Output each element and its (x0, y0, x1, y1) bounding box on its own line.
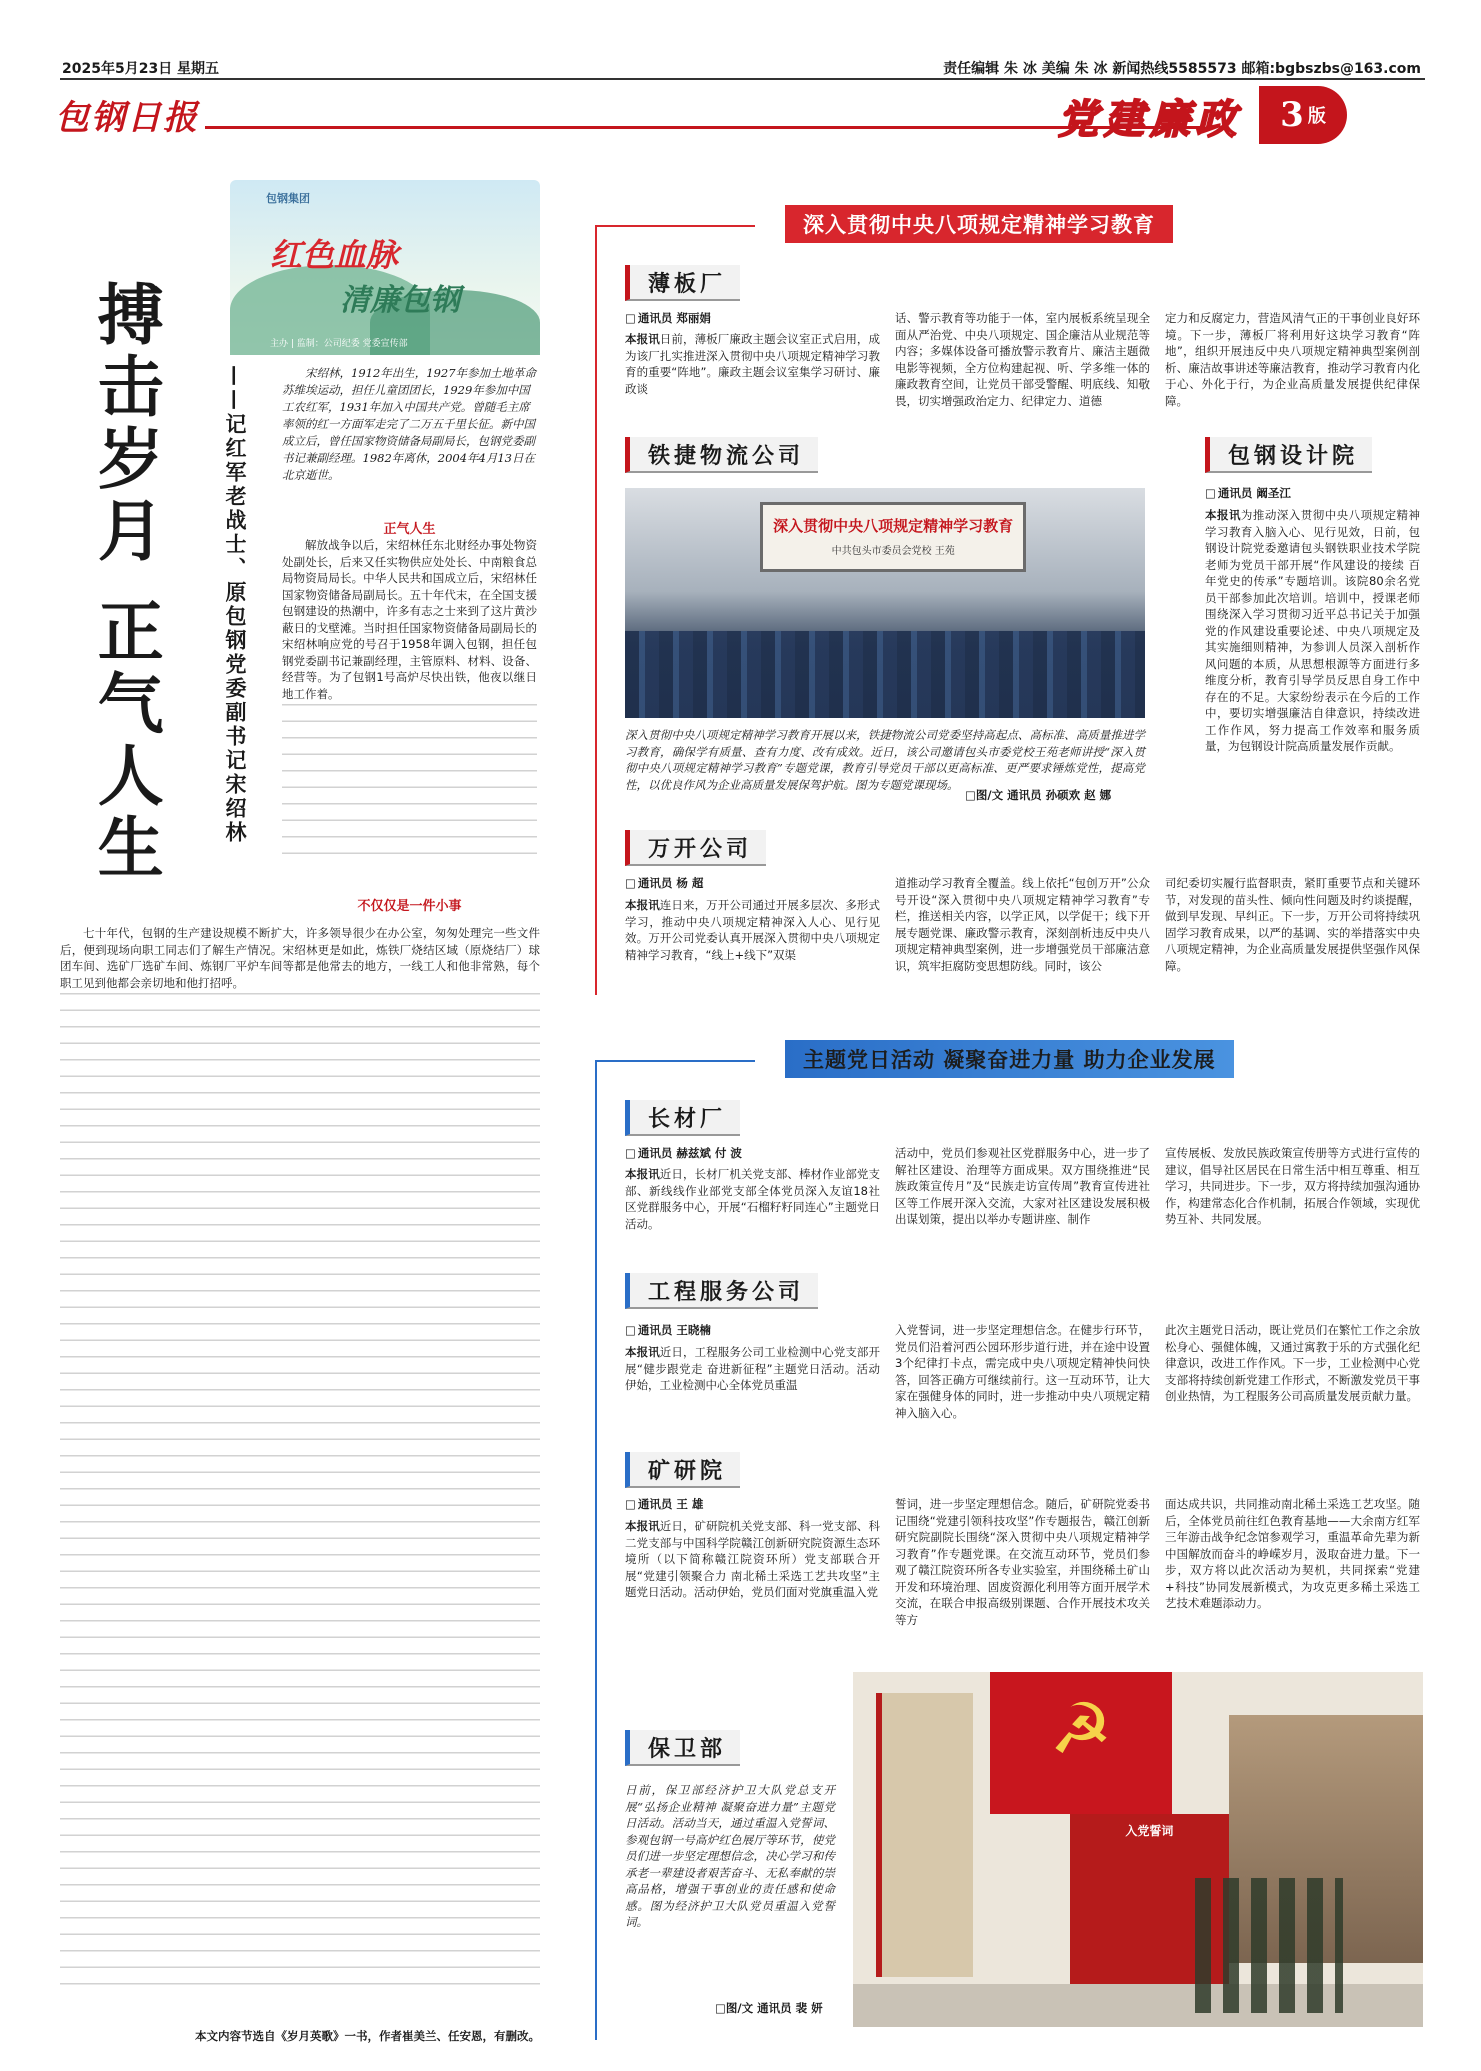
oath-photo (853, 1672, 1423, 2027)
byline: □ 通讯员 王 雄 (625, 1496, 703, 1512)
section-eight-rules (595, 205, 1425, 995)
feature-section-1 (282, 518, 537, 869)
article-column: 司纪委切实履行监督职责，紧盯重要节点和关键环节，对发现的苗头性、倾向性问题及时约谈提醒，做到早发现、早纠正。下一步，万开公司将持续巩固学习教育成果，以严的基调、实的举措落实中央八项规定精神，为企业高质量发展提供坚强作风保障。 (1165, 876, 1420, 973)
section-title: 党建廉政 (1058, 96, 1242, 143)
unit-tag: 铁捷物流公司 (625, 437, 818, 473)
text-block (282, 704, 537, 869)
frame-border (595, 225, 597, 995)
party-flag (990, 1672, 1172, 1814)
article-column: 道推动学习教育全覆盖。线上依托“包创万开”公众号开设“深入贯彻中央八项规定精神学习教育”专栏，推送相关内容，以学正风，以学促干；线下开展专题党课、廉政警示教育，深刻剖析违反中央八项规定精神典型案例，进一步增强党员干部廉洁意识，筑牢拒腐防变思想防线。同时，该公 (895, 876, 1150, 973)
article-text: 为推动深入贯彻中央八项规定精神学习教育入脑入心、见行见效，日前，包钢设计院党委邀请包头钢铁职业技术学院老师为党员干部开展“作风建设的接续 百年党史的传承”专题培训。该院80余名党员干部参加此次培训。培训中，授课老师围绕深入学习贯彻习近平总书记关于加强党的作风建设重要论述、中央八项规定及其实施细则精神，为参训人员深入剖析作风问题的本质，从思想根源等方面进行多维度分析，教育引导学员反思自身工作中存在的不足。大家纷纷表示在今后的工作中，要切实增强廉洁自律意识，持续改进工作作风，努力提高工作效率和服务质量，为包钢设计院高质量发展作贡献。 (1205, 508, 1421, 753)
unit-tag: 工程服务公司 (625, 1273, 818, 1309)
article-column: 誓词，进一步坚定理想信念。随后，矿研院党委书记围绕“党建引领科技攻坚”作专题报告，赣江创新研究院副院长围绕“深入贯彻中央八项规定精神学习教育”作专题党课。在交流互动环节，党员们参观了赣江院资环所各专业实验室，并围绕稀土矿山开发和环境治理、固废资源化利用等方面开展学术交流，在联合申报高级别课题、合作开展技术攻关等方 (895, 1497, 1150, 1627)
exhibit-stand (876, 1693, 973, 1977)
byline: □ 通讯员 阚圣江 (1205, 485, 1291, 501)
oath-wall-text: 入党誓词 (1125, 1824, 1174, 1838)
body-paragraph: 解放战争以后，宋绍林任东北财经办事处物资处副处长，后来又任实物供应处处长、中南粮食总局物资局局长。中华人民共和国成立后，宋绍林任国家物资储备局副局长。五十年代末，在全国支援包钢建设的热潮中，许多有志之士来到了这片黄沙蔽日的戈壁滩。当时担任国家物资储备局副局长的宋绍林响应党的号召于1958年调入包钢，担任包钢党委副书记兼副经理，主管原料、材料、设备、经营等。为了包钢1号高炉尽快出铁，他夜以继日地工作着。 (282, 538, 537, 701)
unit-tag: 薄板厂 (625, 265, 740, 301)
frame-border (595, 1060, 755, 1062)
hammer-sickle-icon: ☭ (1049, 1687, 1113, 1770)
feature-title: 搏击岁月 正气人生 (86, 280, 165, 885)
masthead (55, 86, 1427, 146)
banner-line-1: 红色血脉 (270, 236, 399, 274)
unit-tag: 保卫部 (625, 1730, 740, 1766)
screen-subtitle: 中共包头市委员会党校 王苑 (831, 545, 955, 557)
lead-tag: 本报讯 (625, 1345, 660, 1359)
article-column: 面达成共识，共同推动南北稀土采选工艺攻坚。随后，全体党员前往红色教育基地——大余南方红军三年游击战争纪念馆参观学习，重温革命先辈为新中国解放而奋斗的峥嵘岁月，汲取奋进力量。下一步，双方将以此次活动为契机，共同探索“党建+科技”协同发展新模式，为攻克更多稀土采选工艺技术难题添动力。 (1165, 1497, 1420, 1610)
article-text: 近日，矿研院机关党支部、科一党支部、科二党支部与中国科学院赣江创新研究院资源生态环境所（以下简称赣江院资环所）党支部联合开展“党建引领聚合力 南北稀土采选工艺共攻坚”主题党日活动。活动伊始，党员们面对党旗重温入党 (625, 1519, 881, 1599)
page-number-badge (1259, 86, 1347, 144)
subheading: 正气人生 (383, 522, 436, 537)
feature-article (60, 180, 560, 2060)
section-ribbon: 深入贯彻中央八项规定精神学习教育 (785, 205, 1173, 243)
unit-tag: 万开公司 (625, 830, 766, 866)
feature-intro: 宋绍林，1912年出生，1927年参加土地革命苏维埃运动，担任儿童团团长，1929年参加中国工农红军，1931年加入中国共产党。曾随毛主席率领的红一方面军走完了二万五千里长征。新中国成立后，曾任国家物资储备局副局长，包钢党委副书记兼副经理。1982年离休，2004年4月13日在北京逝世。 (282, 366, 537, 482)
masthead-rule (205, 126, 1205, 129)
feature-banner (230, 180, 540, 355)
article-column: 此次主题党日活动，既让党员们在繁忙工作之余放松身心、强健体魄，又通过寓教于乐的方式强化纪律意识，改进工作作风。下一步，工业检测中心党支部将持续创新党建工作形式，不断激发党员干事创业热情，为工程服务公司高质量发展贡献力量。 (1165, 1323, 1420, 1403)
header-divider (60, 78, 1425, 80)
article-column (625, 897, 880, 963)
banner-line-2: 清廉包钢 (340, 283, 460, 318)
page-number: 3 (1280, 95, 1304, 135)
lead-tag: 本报讯 (1205, 508, 1241, 522)
article-text: 连日来，万开公司通过开展多层次、多形式学习，推动中央八项规定精神深入人心、见行见效。万开公司党委认真开展深入贯彻中央八项规定精神学习教育，“线上+线下”双渠 (625, 898, 881, 962)
article-text: 日前，薄板厂廉政主题会议室正式启用，成为该厂扎实推进深入贯彻中央八项规定精神学习教育的重要“阵地”。廉政主题会议室集学习研讨、廉政谈 (625, 332, 881, 396)
issue-date: 2025年5月23日 星期五 (62, 61, 220, 77)
people-graphic (1195, 1878, 1343, 2013)
article-column: 话、警示教育等功能于一体，室内展板系统呈现全面从严治党、中央八项规定、国企廉洁从业规范等内容；多媒体设备可播放警示教育片、廉洁主题微电影等视频，全方位构建起视、听、学多维一体的廉政教育空间，让党员干部受警醒、明底线、知敬畏，切实增强政治定力、纪律定力、道德 (895, 311, 1150, 408)
article-column: 活动中，党员们参观社区党群服务中心，进一步了解社区建设、治理等方面成果。双方围绕推进“民族政策宣传月”及“民族走访宣传周”教育宣传进社区等工作展开深入交流，大家对社区建设发展积极出谋划策，提出以举办专题讲座、制作 (895, 1146, 1150, 1226)
unit-tag: 矿研院 (625, 1452, 740, 1488)
article-column: 宣传展板、发放民族政策宣传册等方式进行宣传的建议，倡导社区居民在日常生活中相互尊重、相互学习，共同进步。下一步，双方将持续加强沟通协作，构建常态化合作机制，拓展合作领域，实现优势互补、共同发展。 (1165, 1146, 1420, 1226)
article-column (1205, 507, 1420, 755)
lead-tag: 本报讯 (625, 1519, 660, 1533)
frame-border (595, 1060, 597, 2040)
photo-credit: □图/文 通讯员 孙硕欢 赵 娜 (965, 788, 1112, 802)
article-text: 近日，长材厂机关党支部、棒材作业部党支部、新线线作业部党支部全体党员深入友谊18社区党群服务中心，开展“石榴籽籽同连心”主题党日活动。 (625, 1167, 881, 1231)
section-party-day (595, 1040, 1425, 2040)
source-note: 本文内容节选自《岁月英歌》一书，作者崔美兰、任安恩，有删改。 (195, 2029, 540, 2043)
byline: □ 通讯员 郑丽娟 (625, 310, 711, 326)
body-paragraph: 七十年代，包钢的生产建设规模不断扩大，许多领导很少在办公室，匆匆处理完一些文件后，便到现场向职工同志们了解生产情况。宋绍林更是如此，炼铁厂烧结区域（原烧结厂）球团车间、选矿厂选矿车间、炼钢厂平炉车间等都是他常去的地方，一线工人和他非常熟，每个职工见到他都会亲切地和他打招呼。 (60, 926, 540, 990)
byline: □ 通讯员 赫兹斌 付 波 (625, 1145, 742, 1161)
lecture-photo (625, 488, 1145, 718)
banner-footer: 主办 | 监制：公司纪委 党委宣传部 (270, 339, 408, 349)
feature-subtitle: ——记红军老战士、原包钢党委副书记宋绍林 (223, 365, 248, 845)
section-ribbon: 主题党日活动 凝聚奋进力量 助力企业发展 (785, 1040, 1234, 1078)
audience-graphic (625, 631, 1145, 718)
article-column (625, 1518, 880, 1601)
projection-screen (760, 502, 1026, 572)
article-column: 定力和反腐定力，营造风清气正的干事创业良好环境。下一步，薄板厂将利用好这块学习教育“阵地”，组织开展违反中央八项规定精神典型案例剖析、廉洁故事讲述等廉洁教育，推动学习教育内化于心、外化于行，为企业高质量发展提供纪律保障。 (1165, 311, 1420, 408)
article-column: 入党誓词，进一步坚定理想信念。在健步行环节，党员们沿着河西公园环形步道行进，并在途中设置3个纪律打卡点，需完成中央八项规定精神快问快答，回答正确方可继续前行。这一互动环节，让大家在强健身体的同时，进一步推动中央八项规定精神入脑入心。 (895, 1323, 1150, 1420)
byline: □ 通讯员 王晓楠 (625, 1322, 711, 1338)
lead-tag: 本报讯 (625, 898, 660, 912)
text-block (60, 993, 540, 1993)
newspaper-logo: 包钢日报 (55, 98, 199, 138)
feature-section-2 (282, 895, 537, 914)
page-unit: 版 (1307, 106, 1326, 127)
lead-tag: 本报讯 (625, 1167, 660, 1181)
photo-caption: 日前，保卫部经济护卫大队党总支开展“弘扬企业精神 凝聚奋进力量”主题党日活动。活动当天，通过重温入党誓词、参观包钢一号高炉红色展厅等环节，使党员们进一步坚定理想信念，决心学习和传承老一辈建设者艰苦奋斗、无私奉献的崇高品格，增强干事创业的责任感和使命感。图为经济护卫大队党员重温入党誓词。 (625, 1783, 835, 1929)
banner-brand: 包钢集团 (266, 192, 310, 205)
subheading: 不仅仅是一件小事 (357, 899, 462, 914)
editor-credits: 责任编辑 朱 冰 美编 朱 冰 新闻热线5585573 邮箱:bgbszbs@163.com (943, 61, 1421, 77)
lead-tag: 本报讯 (625, 332, 660, 346)
screen-title: 深入贯彻中央八项规定精神学习教育 (773, 516, 1014, 535)
article-column (625, 1344, 880, 1394)
unit-tag: 长材厂 (625, 1100, 740, 1136)
article-column (625, 1166, 880, 1232)
frame-border (595, 225, 755, 227)
article-text: 近日，工程服务公司工业检测中心党支部开展“健步跟党走 奋进新征程”主题党日活动。活动伊始，工业检测中心全体党员重温 (625, 1345, 881, 1392)
unit-tag: 包钢设计院 (1205, 437, 1372, 473)
photo-credit: □图/文 通讯员 裴 妍 (715, 2001, 823, 2015)
photo-caption: 深入贯彻中央八项规定精神学习教育开展以来，铁捷物流公司党委坚持高起点、高标准、高质量推进学习教育，确保学有质量、查有力度、改有成效。近日，该公司邀请包头市委党校王苑老师讲授“深入贯彻中央八项规定精神学习教育”专题党课，教育引导党员干部以更高标准、更严要求锤炼党性，提高党性，以优良作风为企业高质量发展保驾护航。图为专题党课现场。 (625, 728, 1145, 792)
article-column (625, 331, 880, 397)
byline: □ 通讯员 杨 超 (625, 875, 703, 891)
feature-body (60, 925, 540, 1993)
